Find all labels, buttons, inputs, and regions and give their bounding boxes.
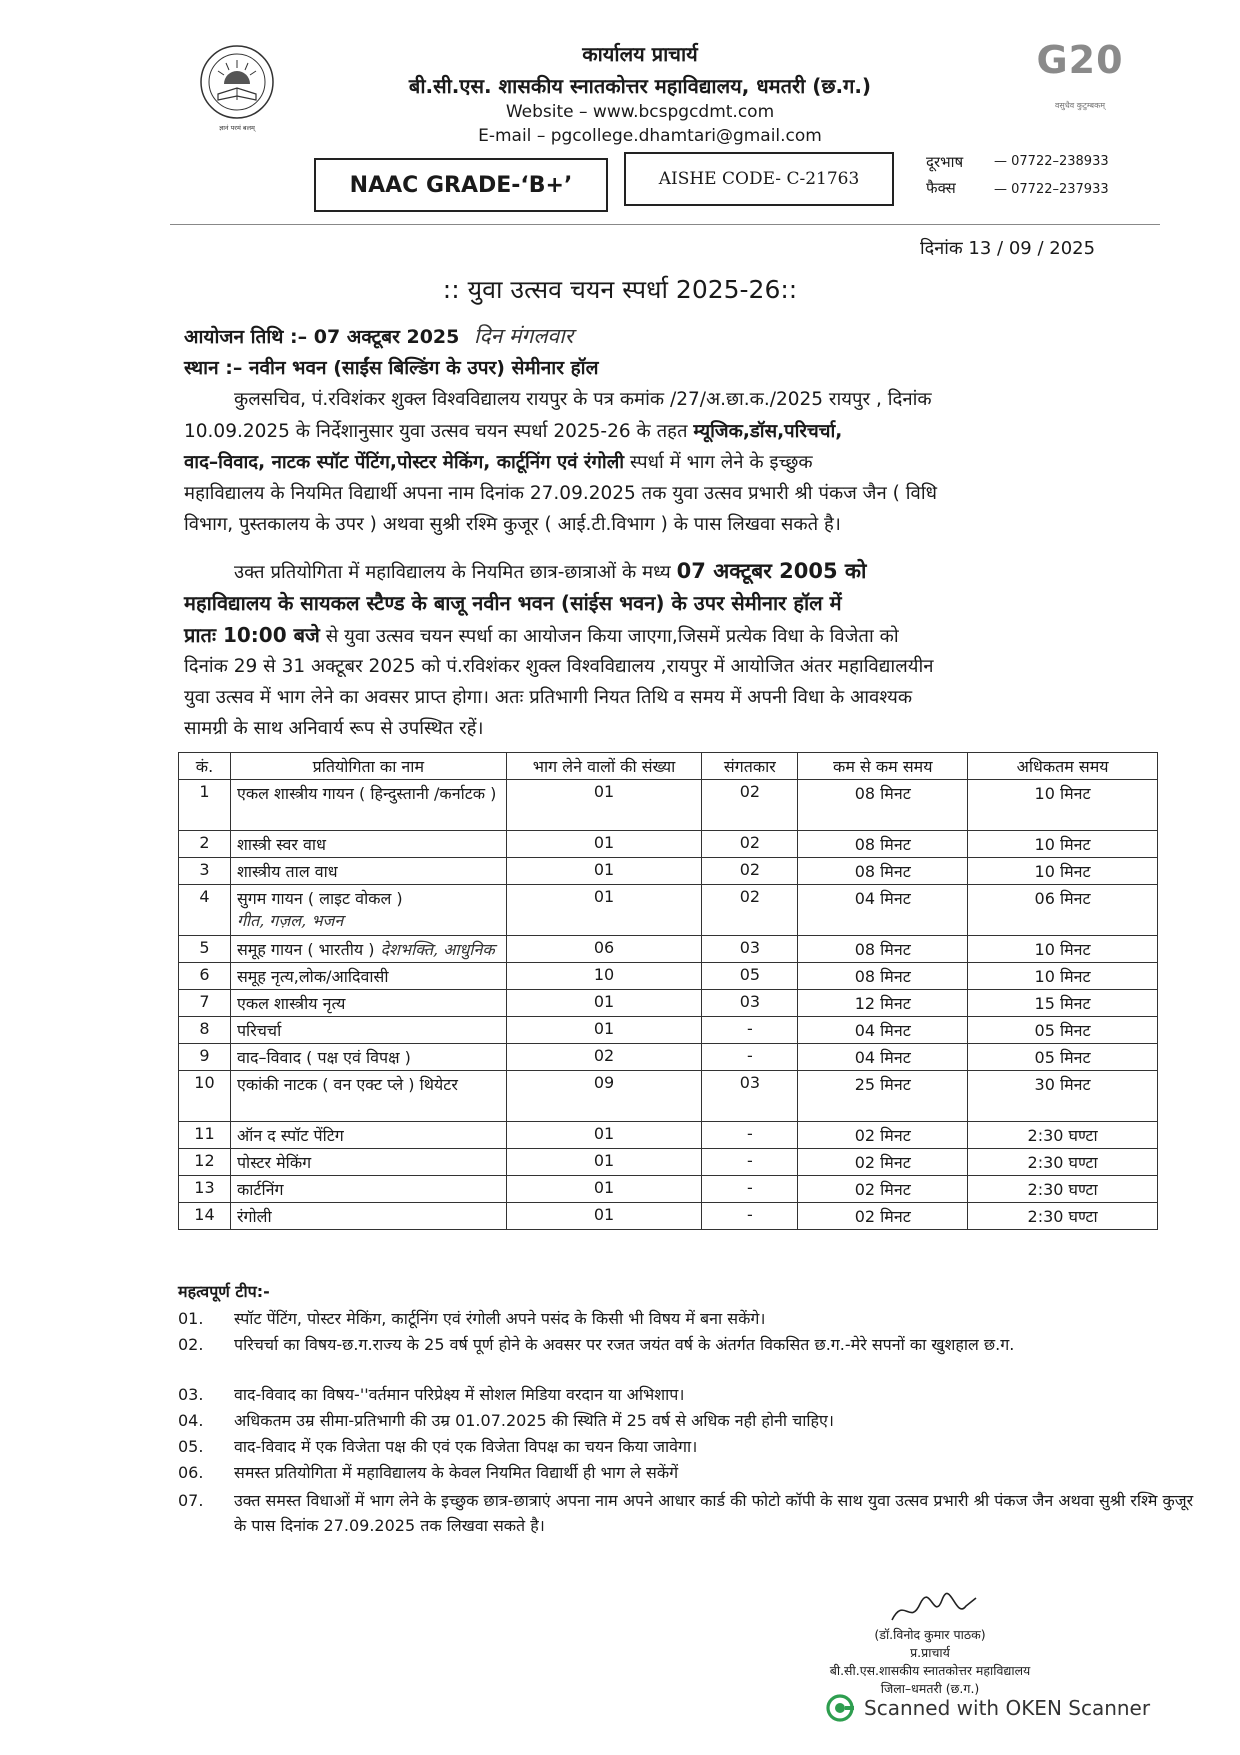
min-time-cell [798, 990, 968, 1017]
max-time-cell-text: 30 मिनट [1034, 1075, 1091, 1094]
min-time-cell-text: 12 मिनट [854, 994, 911, 1013]
min-time-cell-text: 25 मिनट [854, 1075, 911, 1094]
header-participants: भाग लेने वालों की संख्या [506, 753, 702, 780]
para1-bold-events-2: वाद–विवाद, नाटक स्पॉट पेंटिंग,पोस्टर मेकिंग, कार्टूनिंग एवं रंगोली [184, 452, 625, 473]
table-row [179, 885, 1158, 936]
max-time-cell [968, 1071, 1158, 1122]
competition-name-cell-text: सुगम गायन ( लाइट वोकल ) [236, 889, 403, 908]
participants-cell [506, 780, 702, 831]
accompanist-cell-text: - [747, 1124, 753, 1143]
phone-number: — 07722–238933 [994, 154, 1109, 169]
max-time-cell [968, 1149, 1158, 1176]
tips-list [178, 1306, 1194, 1646]
table-row [179, 963, 1158, 990]
tip-number: 04. [178, 1411, 204, 1430]
naac-grade: NAAC GRADE-‘B+’ [349, 172, 573, 198]
signatory-name: (डॉ.विनोद कुमार पाठक) [874, 1627, 986, 1642]
table-body [179, 780, 1158, 1230]
max-time-cell-text: 2:30 घण्टा [1027, 1153, 1098, 1172]
accompanist-cell-text: 03 [739, 938, 761, 957]
serial-cell-text: 9 [199, 1046, 210, 1065]
accompanist-cell-text: 05 [739, 965, 761, 984]
serial-cell-text: 4 [199, 887, 210, 906]
competition-name-cell [230, 1071, 506, 1122]
table-row [179, 1017, 1158, 1044]
participants-cell [506, 963, 702, 990]
tip-number: 06. [178, 1463, 204, 1482]
event-date-text: आयोजन तिथि :– 07 अक्टूबर 2025 [184, 326, 460, 348]
serial-cell [179, 1203, 231, 1230]
accompanist-cell-text: 02 [739, 782, 761, 801]
max-time-cell-text: 2:30 घण्टा [1027, 1126, 1098, 1145]
para1-line3 [184, 447, 1154, 478]
participants-cell-text: 01 [593, 1178, 615, 1197]
accompanist-cell [702, 1017, 798, 1044]
competition-name-cell-text: परिचर्चा [236, 1021, 282, 1040]
serial-cell [179, 1176, 231, 1203]
min-time-cell-text: 02 मिनट [854, 1126, 911, 1145]
participants-cell [506, 990, 702, 1017]
letter-date: दिनांक 13 / 09 / 2025 [920, 238, 1096, 259]
header-competition: प्रतियोगिता का नाम [230, 753, 506, 780]
para2-line5: युवा उत्सव में भाग लेने का अवसर प्राप्त होगा। अतः प्रतिभागी नियत तिथि व समय में अपनी विधा के आवश्यक [184, 687, 913, 708]
min-time-cell-text: 08 मिनट [854, 967, 911, 986]
max-time-cell [968, 936, 1158, 963]
min-time-cell-text: 04 मिनट [854, 889, 911, 908]
aishe-code-box [624, 152, 894, 206]
signature-mark-icon [886, 1590, 982, 1630]
emblem-caption: ज्ञानं परमं बलम् [219, 124, 255, 132]
table-row [179, 1176, 1158, 1203]
serial-cell [179, 963, 231, 990]
participants-cell [506, 1122, 702, 1149]
accompanist-cell-text: - [747, 1046, 753, 1065]
scanner-label: Scanned with OKEN Scanner [864, 1696, 1151, 1720]
min-time-cell [798, 1044, 968, 1071]
tip-text: वाद-विवाद में एक विजेता पक्ष की एवं एक विजेता विपक्ष का चयन किया जावेगा। [234, 1437, 698, 1456]
participants-cell-text: 01 [593, 860, 615, 879]
min-time-cell-text: 08 मिनट [854, 862, 911, 881]
accompanist-cell [702, 1044, 798, 1071]
scanner-watermark [826, 1690, 1226, 1726]
participants-cell-text: 10 [593, 965, 615, 984]
table-row [179, 1149, 1158, 1176]
serial-cell-text: 5 [199, 938, 210, 957]
participants-cell [506, 1044, 702, 1071]
header-min-time: कम से कम समय [798, 753, 968, 780]
participants-cell-text: 01 [593, 1124, 615, 1143]
min-time-cell-text: 02 मिनट [854, 1180, 911, 1199]
accompanist-cell [702, 885, 798, 936]
competition-name-cell-text: रंगोली [236, 1207, 272, 1226]
max-time-cell-text: 2:30 घण्टा [1027, 1180, 1098, 1199]
fax-number: — 07722–237933 [994, 182, 1109, 197]
max-time-cell-text: 10 मिनट [1034, 862, 1091, 881]
accompanist-cell [702, 1071, 798, 1122]
max-time-cell [968, 1176, 1158, 1203]
participants-cell [506, 1071, 702, 1122]
accompanist-cell-text: 03 [739, 1073, 761, 1092]
competition-name-cell-text: एकल शास्त्रीय नृत्य [236, 994, 346, 1013]
accompanist-cell-text: - [747, 1019, 753, 1038]
competition-name-cell [230, 1176, 506, 1203]
min-time-cell [798, 963, 968, 990]
para1-text: 10.09.2025 के निर्देशानुसार युवा उत्सव चयन स्पर्धा 2025-26 के तहत [184, 421, 694, 442]
serial-cell-text: 7 [199, 992, 210, 1011]
max-time-cell [968, 831, 1158, 858]
min-time-cell [798, 1071, 968, 1122]
table-row [179, 1203, 1158, 1230]
serial-cell-text: 2 [199, 833, 210, 852]
serial-cell-text: 3 [199, 860, 210, 879]
competition-name-cell-text: वाद–विवाद ( पक्ष एवं विपक्ष ) [236, 1048, 411, 1067]
tip-number: 05. [178, 1437, 204, 1456]
max-time-cell-text: 06 मिनट [1034, 889, 1091, 908]
min-time-cell [798, 831, 968, 858]
accompanist-cell [702, 1176, 798, 1203]
event-venue: स्थान :– नवीन भवन (साईंस बिल्डिंग के उपर) सेमीनार हॉल [184, 357, 599, 379]
website: Website – www.bcspgcdmt.com [505, 102, 775, 122]
competition-name-cell [230, 990, 506, 1017]
tip-text: परिचर्चा का विषय-छ.ग.राज्य के 25 वर्ष पूर्ण होने के अवसर पर रजत जयंत वर्ष के अंतर्गत विकसित छ.ग.-मेरे सपनों का खुशहाल छ.ग. [234, 1335, 1015, 1354]
participants-cell [506, 831, 702, 858]
serial-cell [179, 1017, 231, 1044]
min-time-cell [798, 1149, 968, 1176]
min-time-cell-text: 04 मिनट [854, 1048, 911, 1067]
para1-line4: महाविद्यालय के नियमित विद्यार्थी अपना नाम दिनांक 27.09.2025 तक युवा उत्सव प्रभारी श्री पंकज जैन ( विधि [184, 483, 937, 504]
serial-cell-text: 11 [194, 1124, 215, 1143]
para2-bold-date: 07 अक्टूबर 2005 को [676, 559, 867, 583]
accompanist-cell-text: 02 [739, 860, 761, 879]
table-row [179, 780, 1158, 831]
max-time-cell-text: 05 मिनट [1034, 1021, 1091, 1040]
max-time-cell [968, 780, 1158, 831]
competition-name-cell [230, 1044, 506, 1071]
para1-line5: विभाग, पुस्तकालय के उपर ) अथवा सुश्री रश्मि कुजूर ( आई.टी.विभाग ) के पास लिखवा सकते है। [184, 514, 841, 535]
competition-name-cell-text: समूह नृत्य,लोक/आदिवासी [236, 967, 389, 986]
participants-cell [506, 936, 702, 963]
participants-cell-text: 02 [593, 1046, 615, 1065]
serial-cell [179, 1149, 231, 1176]
handwritten-note: गीत, गज़ल, भजन [236, 911, 344, 930]
tip-text: वाद-विवाद का विषय-''वर्तमान परिप्रेक्ष्य में सोशल मिडिया वरदान या अभिशाप। [234, 1385, 685, 1404]
max-time-cell-text: 05 मिनट [1034, 1048, 1091, 1067]
serial-cell [179, 1122, 231, 1149]
para2-text-2: से युवा उत्सव चयन स्पर्धा का आयोजन किया जाएगा,जिसमें प्रत्येक विधा के विजेता को [319, 626, 899, 647]
participants-cell-text: 01 [593, 887, 615, 906]
tip-text: अधिकतम उम्र सीमा-प्रतिभागी की उम्र 01.07.2025 की स्थिति में 25 वर्ष से अधिक नही होनी चाहिए। [234, 1411, 834, 1430]
accompanist-cell-text: - [747, 1178, 753, 1197]
college-name: बी.सी.एस. शासकीय स्नातकोत्तर महाविद्यालय, धमतरी (छ.ग.) [408, 74, 872, 98]
min-time-cell [798, 780, 968, 831]
serial-cell-text: 13 [194, 1178, 215, 1197]
participants-cell [506, 858, 702, 885]
table-row [179, 990, 1158, 1017]
min-time-cell [798, 858, 968, 885]
para1-line1: कुलसचिव, पं.रविशंकर शुक्ल विश्वविद्यालय रायपुर के पत्र कमांक /27/अ.छा.क./2025 रायपुर , दिनांक [234, 389, 932, 410]
min-time-cell-text: 08 मिनट [854, 835, 911, 854]
participants-cell [506, 1017, 702, 1044]
serial-cell-text: 6 [199, 965, 210, 984]
participants-cell-text: 01 [593, 1019, 615, 1038]
participants-cell [506, 1203, 702, 1230]
accompanist-cell [702, 963, 798, 990]
office-title: कार्यालय प्राचार्य [582, 42, 698, 66]
accompanist-cell [702, 936, 798, 963]
accompanist-cell-text: 02 [739, 887, 761, 906]
table-row [179, 1071, 1158, 1122]
accompanist-cell-text: 02 [739, 833, 761, 852]
para2-bold-time: प्रातः 10:00 बजे [184, 623, 320, 647]
competition-name-cell [230, 885, 506, 936]
serial-cell-text: 14 [194, 1205, 215, 1224]
max-time-cell-text: 10 मिनट [1034, 967, 1091, 986]
serial-cell [179, 858, 231, 885]
min-time-cell-text: 08 मिनट [854, 784, 911, 803]
tip-number: 01. [178, 1309, 204, 1328]
accompanist-cell [702, 780, 798, 831]
serial-cell-text: 12 [194, 1151, 215, 1170]
oken-scanner-icon [826, 1694, 854, 1722]
min-time-cell-text: 04 मिनट [854, 1021, 911, 1040]
competition-name-cell-text: एकांकी नाटक ( वन एक्ट प्ले ) थियेटर [236, 1075, 458, 1094]
competition-table [178, 752, 1158, 1230]
min-time-cell-text: 02 मिनट [854, 1207, 911, 1226]
participants-cell-text: 01 [593, 782, 615, 801]
serial-cell [179, 990, 231, 1017]
max-time-cell [968, 1122, 1158, 1149]
serial-cell [179, 1044, 231, 1071]
competition-name-cell [230, 936, 506, 963]
header-serial: कं. [179, 753, 231, 780]
competition-name-cell-text: शास्त्री स्वर वाध [236, 835, 326, 854]
table-row [179, 1122, 1158, 1149]
competition-name-cell [230, 1017, 506, 1044]
para2-text: उक्त प्रतियोगिता में महाविद्यालय के नियमित छात्र-छात्राओं के मध्य [234, 562, 677, 583]
notice-title: :: युवा उत्सव चयन स्पर्धा 2025-26:: [442, 275, 798, 304]
serial-cell [179, 885, 231, 936]
fax-label: फैक्स [926, 179, 956, 197]
para1-bold-events: म्यूजिक,डॉस,परिचर्चा, [693, 421, 843, 442]
min-time-cell [798, 1203, 968, 1230]
participants-cell-text: 06 [593, 938, 615, 957]
competition-name-cell-text: पोस्टर मेकिंग [236, 1153, 312, 1172]
accompanist-cell-text: - [747, 1205, 753, 1224]
serial-cell-text: 8 [199, 1019, 210, 1038]
header-accompanist: संगतकार [702, 753, 798, 780]
serial-cell-text: 1 [199, 782, 210, 801]
max-time-cell [968, 885, 1158, 936]
para2-line3 [184, 620, 1154, 652]
handwritten-note: देशभक्ति, आधुनिक [380, 940, 495, 959]
min-time-cell [798, 936, 968, 963]
table-row [179, 1044, 1158, 1071]
tip-text: स्पॉट पेंटिंग, पोस्टर मेकिंग, कार्टूनिंग एवं रंगोली अपने पसंद के किसी भी विषय में बना सकेंगे। [234, 1309, 766, 1328]
min-time-cell-text: 08 मिनट [854, 940, 911, 959]
min-time-cell [798, 1017, 968, 1044]
competition-name-cell [230, 831, 506, 858]
accompanist-cell [702, 1122, 798, 1149]
header-divider [170, 224, 1160, 225]
g20-text: G20 [1036, 38, 1124, 82]
competition-name-cell-text: शास्त्रीय ताल वाध [236, 862, 338, 881]
para2-line1 [234, 556, 1154, 588]
accompanist-cell [702, 1203, 798, 1230]
signatory-designation: प्र.प्राचार्य [910, 1645, 950, 1660]
accompanist-cell-text: 03 [739, 992, 761, 1011]
para2-line2: महाविद्यालय के सायकल स्टैण्ड के बाजू नवीन भवन (सांईस भवन) के उपर सेमीनार हॉल में [184, 591, 842, 615]
competition-name-cell-text: ऑन द स्पॉट पेंटिग [236, 1126, 344, 1145]
participants-cell-text: 01 [593, 1205, 615, 1224]
accompanist-cell-text: - [747, 1151, 753, 1170]
max-time-cell-text: 2:30 घण्टा [1027, 1207, 1098, 1226]
accompanist-cell [702, 1149, 798, 1176]
header-max-time: अधिकतम समय [968, 753, 1158, 780]
para2-line6: सामग्री के साथ अनिवार्य रूप से उपस्थित रहें। [184, 718, 484, 739]
participants-cell-text: 01 [593, 1151, 615, 1170]
serial-cell-text: 10 [194, 1073, 215, 1092]
naac-grade-box [314, 158, 608, 212]
serial-cell [179, 780, 231, 831]
table-row [179, 936, 1158, 963]
competition-name-cell [230, 1149, 506, 1176]
participants-cell-text: 01 [593, 833, 615, 852]
tip-number: 03. [178, 1385, 204, 1404]
competition-name-cell-text: समूह गायन ( भारतीय ) [236, 940, 375, 959]
tips-heading: महत्वपूर्ण टीप:- [178, 1282, 270, 1301]
accompanist-cell [702, 990, 798, 1017]
tip-number: 07. [178, 1491, 204, 1510]
competition-name-cell [230, 780, 506, 831]
event-date [184, 322, 573, 350]
phone-label: दूरभाष [926, 153, 964, 171]
signatory-district: जिला–धमतरी (छ.ग.) [880, 1681, 980, 1696]
signatory-college: बी.सी.एस.शासकीय स्नातकोत्तर महाविद्यालय [829, 1663, 1031, 1678]
aishe-code: AISHE CODE- C-21763 [658, 169, 860, 189]
participants-cell [506, 885, 702, 936]
max-time-cell-text: 10 मिनट [1034, 784, 1091, 803]
g20-subtext: वसुधैव कुटुम्बकम् [1054, 101, 1106, 110]
max-time-cell [968, 1017, 1158, 1044]
participants-cell-text: 01 [593, 992, 615, 1011]
participants-cell-text: 09 [593, 1073, 615, 1092]
tip-text: उक्त समस्त विधाओं में भाग लेने के इच्छुक छात्र-छात्राएं अपना नाम अपने आधार कार्ड की फोटो कॉपी के साथ युवा उत्सव प्रभारी श्री पंकज जैन अथवा सुश्री रश्मि कुजूर के पास दिनांक 27.09.2025 तक लिखवा सकते है। [234, 1491, 1194, 1535]
max-time-cell-text: 15 मिनट [1034, 994, 1091, 1013]
para1-line2 [184, 416, 1154, 447]
max-time-cell [968, 963, 1158, 990]
min-time-cell-text: 02 मिनट [854, 1153, 911, 1172]
max-time-cell [968, 858, 1158, 885]
competition-name-cell [230, 1203, 506, 1230]
accompanist-cell [702, 831, 798, 858]
participants-cell [506, 1176, 702, 1203]
competition-name-cell [230, 963, 506, 990]
table-row [179, 831, 1158, 858]
email: E-mail – pgcollege.dhamtari@gmail.com [478, 126, 822, 146]
event-day-handwritten: दिन मंगलवार [474, 324, 574, 348]
max-time-cell [968, 1044, 1158, 1071]
table-header-row [179, 753, 1158, 780]
para2-line4: दिनांक 29 से 31 अक्टूबर 2025 को पं.रविशंकर शुक्ल विश्वविद्यालय ,रायपुर में आयोजित अंतर महाविद्यालयीन [184, 656, 934, 677]
max-time-cell-text: 10 मिनट [1034, 940, 1091, 959]
competition-name-cell-text: एकल शास्त्रीय गायन ( हिन्दुस्तानी /कर्नाटक ) [236, 784, 497, 803]
serial-cell [179, 831, 231, 858]
min-time-cell [798, 1122, 968, 1149]
min-time-cell [798, 1176, 968, 1203]
participants-cell [506, 1149, 702, 1176]
table-row [179, 858, 1158, 885]
tip-number: 02. [178, 1335, 204, 1354]
competition-name-cell [230, 858, 506, 885]
tip-text: समस्त प्रतियोगिता में महाविद्यालय के केवल नियमित विद्यार्थी ही भाग ले सकेंगें [234, 1463, 679, 1482]
competition-name-cell [230, 1122, 506, 1149]
serial-cell [179, 1071, 231, 1122]
max-time-cell-text: 10 मिनट [1034, 835, 1091, 854]
max-time-cell [968, 990, 1158, 1017]
accompanist-cell [702, 858, 798, 885]
max-time-cell [968, 1203, 1158, 1230]
min-time-cell [798, 885, 968, 936]
serial-cell [179, 936, 231, 963]
para1-text-2: स्पर्धा में भाग लेने के इच्छुक [624, 452, 813, 473]
competition-name-cell-text: कार्टनिंग [236, 1180, 284, 1199]
